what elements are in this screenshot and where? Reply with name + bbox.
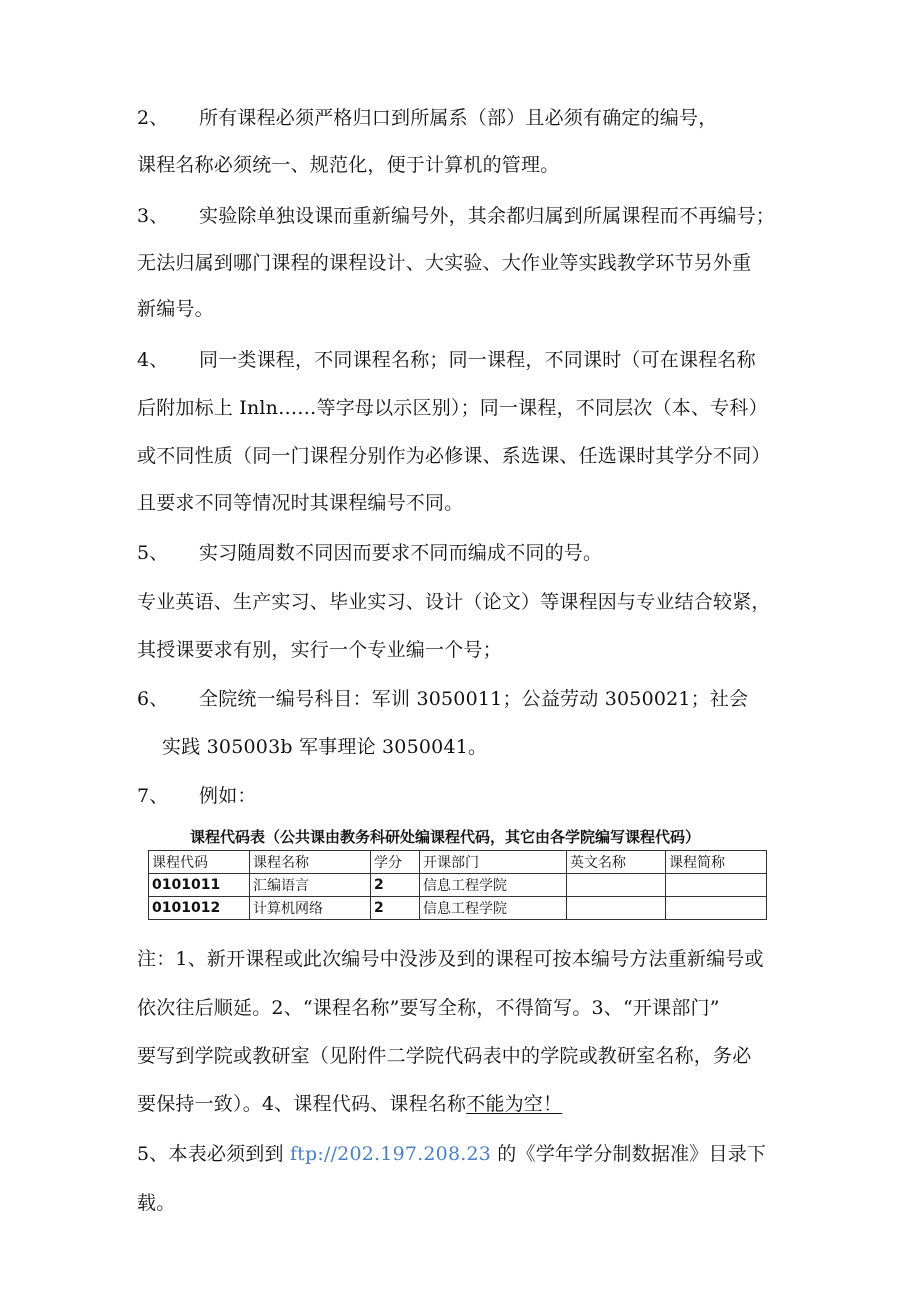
item-text: 课程名称必须统一、规范化，便于计算机的管理。 — [137, 154, 560, 176]
item-number: 2、 — [137, 107, 169, 129]
item-text: 且要求不同等情况时其课程编号不同。 — [137, 492, 464, 514]
table-cell: 2 — [371, 874, 420, 897]
table-title: 课程代码表（公共课由教务科研处编课程代码，其它由各学院编写课程代码） — [190, 828, 701, 846]
note-text: 5、本表必须到到 — [137, 1143, 290, 1165]
table-cell: 2 — [371, 897, 420, 920]
note-text: 要写到学院或教研室（见附件二学院代码表中的学院或教研室名称，务必 — [137, 1045, 752, 1067]
course-code-table — [148, 850, 767, 920]
header-cell: 课程代码 — [149, 851, 250, 874]
item-text: 其授课要求有别，实行一个专业编一个号； — [137, 639, 502, 661]
item-text: 新编号。 — [137, 298, 214, 320]
note-text: 注：1、新开课程或此次编号中没涉及到的课程可按本编号方法重新编号或 — [137, 948, 764, 970]
note-text: 依次往后顺延。2、“课程名称”要写全称，不得简写。3、“开课部门” — [137, 997, 720, 1019]
header-cell: 课程名称 — [250, 851, 371, 874]
underlined-warning: 不能为空！ — [466, 1093, 563, 1115]
table-cell: 汇编语言 — [250, 874, 371, 897]
table-cell: 0101012 — [149, 897, 250, 920]
item-text: 后附加标上 Inln……等字母以示区别）；同一课程，不同层次（本、专科） — [137, 397, 768, 419]
item-text: 实践 305003b 军事理论 3050041。 — [162, 736, 488, 758]
item-number: 7、 — [137, 785, 169, 807]
header-cell: 开课部门 — [420, 851, 567, 874]
header-cell: 英文名称 — [567, 851, 666, 874]
header-cell: 学分 — [371, 851, 420, 874]
item-text: 或不同性质（同一门课程分别作为必修课、系选课、任选课时其学分不同） — [137, 445, 771, 467]
item-text: 无法归属到哪门课程的课程设计、大实验、大作业等实践教学环节另外重 — [137, 252, 752, 274]
item-number: 4、 — [137, 349, 169, 371]
item-text: 同一类课程，不同课程名称；同一课程，不同课时（可在课程名称 — [199, 349, 756, 371]
header-cell: 课程简称 — [666, 851, 767, 874]
item-number: 3、 — [137, 205, 169, 227]
item-number: 5、 — [137, 542, 169, 564]
item-text: 例如： — [199, 785, 257, 807]
table-cell: 计算机网络 — [250, 897, 371, 920]
table-cell: 信息工程学院 — [420, 874, 567, 897]
item-text: 实习随周数不同因而要求不同而编成不同的号。 — [199, 542, 603, 564]
note-text: 的《学年学分制数据准》目录下 — [491, 1143, 767, 1165]
item-number: 6、 — [137, 688, 169, 710]
item-text: 实验除单独设课而重新编号外，其余都归属到所属课程而不再编号； — [199, 205, 776, 227]
table-cell — [666, 897, 767, 920]
table-cell — [567, 897, 666, 920]
table-header-row — [149, 851, 767, 874]
item-text: 所有课程必须严格归口到所属系（部）且必须有确定的编号， — [199, 107, 718, 129]
item-text: 专业英语、生产实习、毕业实习、设计（论文）等课程因与专业结合较紧， — [137, 591, 771, 613]
note-text: 载。 — [137, 1192, 176, 1214]
table-row — [149, 874, 767, 897]
note-text: 要保持一致）。4、课程代码、课程名称 — [137, 1093, 467, 1115]
item-text: 全院统一编号科目：军训 3050011；公益劳动 3050021；社会 — [199, 688, 749, 710]
table-row — [149, 897, 767, 920]
ftp-link[interactable]: ftp://202.197.208.23 — [289, 1143, 492, 1165]
table-cell: 信息工程学院 — [420, 897, 567, 920]
table-cell: 0101011 — [149, 874, 250, 897]
table-cell — [567, 874, 666, 897]
table-cell — [666, 874, 767, 897]
